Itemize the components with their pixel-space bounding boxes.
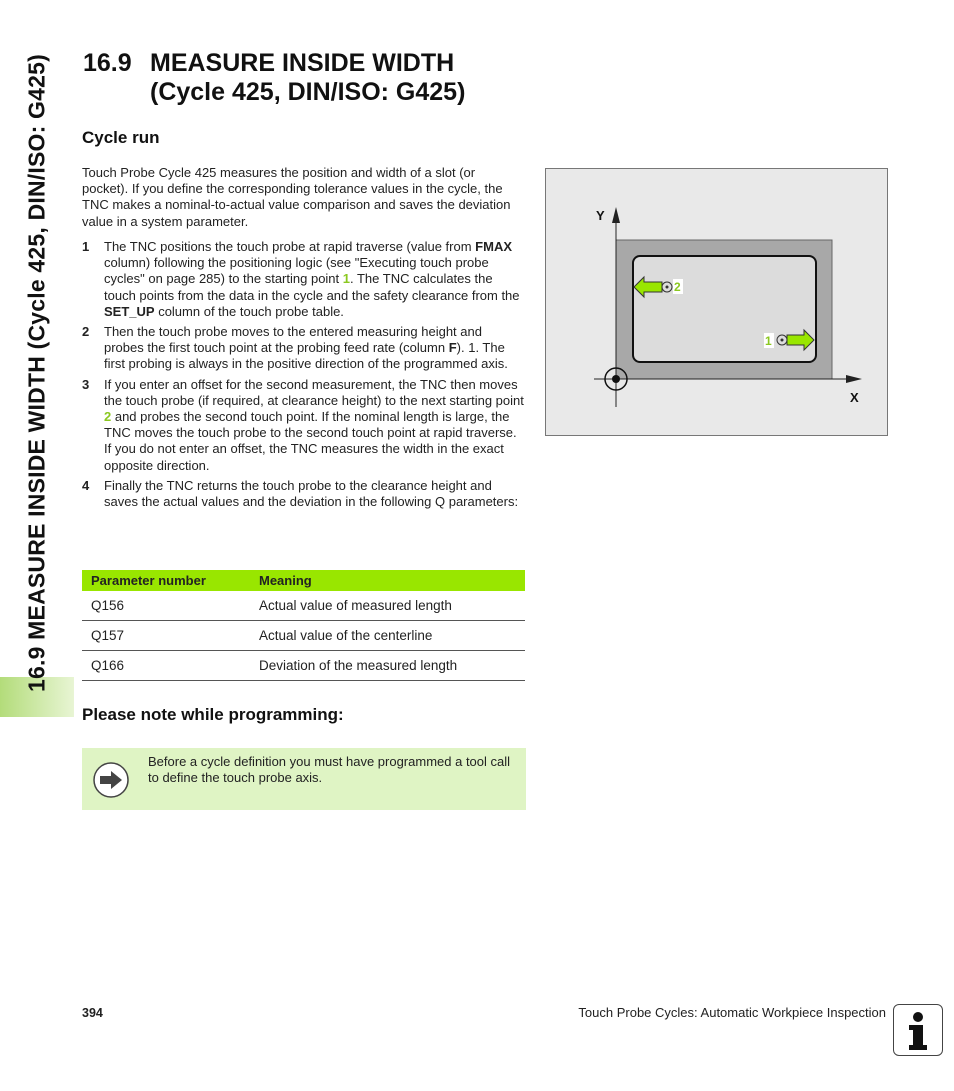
- table-row: [82, 651, 525, 681]
- step-number: 1: [82, 239, 90, 254]
- step-point-ref: 2: [104, 409, 112, 425]
- step-number: 2: [82, 324, 90, 340]
- table-cell: Actual value of measured length: [250, 591, 525, 621]
- step-text-part: . The TNC calculates the touch points from the data in the cycle and the safety clearance from the: [104, 271, 520, 303]
- step-text-part: The TNC positions the touch probe at rapid traverse (value from: [104, 239, 476, 254]
- table-row: [82, 621, 525, 651]
- touch-point-1-center: [781, 339, 784, 342]
- table-header-cell: Parameter number: [82, 570, 250, 591]
- step-text: [104, 377, 524, 474]
- step-point-ref: 1: [342, 271, 350, 287]
- pocket-inner: [633, 256, 816, 362]
- origin-inner-dot: [612, 375, 620, 383]
- table-cell: Q166: [82, 651, 250, 681]
- step-bold-fmax: FMAX: [475, 239, 513, 254]
- table-header-row: [82, 570, 525, 591]
- note-heading: Please note while programming:: [82, 705, 344, 724]
- step-item: [82, 377, 524, 474]
- note-text: Before a cycle definition you must have programmed a tool call to define the touch probe axis.: [148, 754, 511, 785]
- table-cell: Deviation of the measured length: [250, 651, 525, 681]
- probe-diagram: [545, 168, 888, 436]
- step-bold-f: F: [448, 340, 457, 356]
- step-item: [82, 239, 524, 320]
- table-cell: Actual value of the centerline: [250, 621, 525, 651]
- title-line-2: (Cycle 425, DIN/ISO: G425): [150, 78, 466, 106]
- step-list: [82, 239, 524, 514]
- info-icon: [893, 1004, 943, 1056]
- page-number: 394: [82, 1006, 103, 1020]
- step-text: [104, 239, 524, 320]
- step-text: Finally the TNC returns the touch probe to the clearance height and saves the actual values and the deviation in the following Q parameters:: [104, 477, 519, 510]
- cycle-run-heading: Cycle run: [82, 128, 160, 147]
- cycle-run-intro: Touch Probe Cycle 425 measures the position and width of a slot (or pocket). If you define the corresponding tolerance values in the cycle, the TNC makes a nominal-to-actual value comparison and saves the deviation value in a system parameter.: [82, 165, 511, 229]
- sidebar-chapter-title: 16.9 MEASURE INSIDE WIDTH (Cycle 425, DIN/ISO: G425): [23, 54, 50, 692]
- touch-point-2-center: [666, 286, 669, 289]
- section-number: 16.9: [83, 49, 132, 77]
- title-line-1: MEASURE INSIDE WIDTH: [150, 49, 455, 77]
- step-bold-setup: SET_UP: [104, 303, 155, 319]
- step-item: [82, 324, 524, 373]
- step-text-part: ). 1. The first probing is always in the positive direction of the programmed axis.: [104, 340, 508, 372]
- y-axis-label: Y: [596, 208, 605, 223]
- table-cell: Q156: [82, 591, 250, 621]
- step-text-part: column) following the positioning logic (see "Executing touch probe cycles" on page 285) to the starting point: [104, 255, 489, 287]
- point-label-2: 2: [674, 280, 681, 294]
- step-text-part: Then the touch probe moves to the entered measuring height and probes the first touch point at the probing feed rate (column: [104, 324, 482, 356]
- step-text-part: If you enter an offset for the second measurement, the TNC then moves the touch probe (if required, at clearance height) to the next starting point: [104, 376, 524, 408]
- table-row: [82, 591, 525, 621]
- arrow-right-icon: [92, 761, 130, 804]
- step-text: [104, 324, 524, 373]
- step-number: 4: [82, 477, 90, 493]
- x-axis-label: X: [850, 390, 859, 405]
- step-number: 3: [82, 376, 90, 392]
- step-text-part: column of the touch probe table.: [154, 303, 344, 319]
- q-parameter-table: [82, 570, 525, 681]
- step-text-part: and probes the second touch point. If the nominal length is large, the TNC moves the touch probe to the second touch point at rapid traverse. If you do not enter an offset, the TNC measures the width in the exact opposite direction.: [104, 409, 517, 473]
- footer-title: Touch Probe Cycles: Automatic Workpiece Inspection: [578, 1005, 886, 1020]
- step-item: [82, 478, 524, 510]
- note-box: [82, 748, 526, 810]
- point-label-1: 1: [765, 334, 772, 348]
- table-header-cell: Meaning: [250, 570, 525, 591]
- table-cell: Q157: [82, 621, 250, 651]
- x-axis-arrow: [846, 375, 862, 383]
- page-title: [83, 49, 465, 107]
- y-axis-arrow: [612, 207, 620, 223]
